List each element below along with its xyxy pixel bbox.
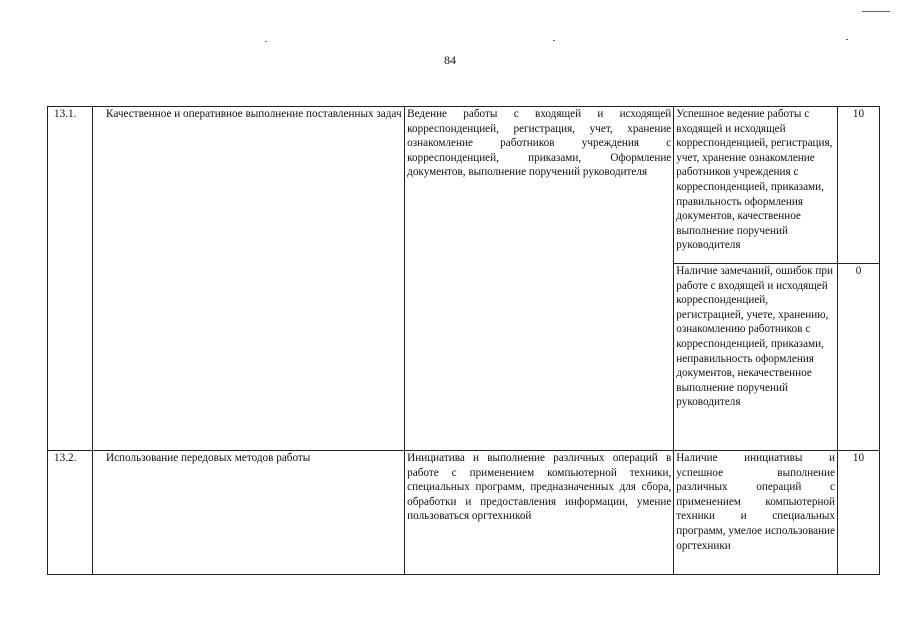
description-cell: Ведение работы с входящей и исходящей корреспонденцией, регистрация, учет, хранение ознакомление работников учреждения с корреспонденцией, приказами, Оформление документов, выполнение поручений руководителя — [405, 107, 674, 451]
description-cell: Инициатива и выполнение различных операций в работе с применением компьютерной техники, специальных программ, предназначенных для сбора, обработки и предоставления информации, умение пользоваться оргтехникой — [405, 451, 674, 575]
row-number: 13.2. — [48, 451, 93, 575]
table-row — [48, 451, 880, 575]
condition-cell: Наличие инициативы и успешное выполнение различных операций с применением компьютерной техники и специальных программ, умелое использование оргтехники — [674, 451, 838, 575]
criteria-table — [47, 106, 880, 575]
scan-mark — [553, 40, 555, 41]
condition-cell: Успешное ведение работы с входящей и исходящей корреспонденцией, регистрация, учет, хранение ознакомление работников учреждения с корреспонденцией, приказами, правильность оформления документов, качественное выполнение поручений руководителя — [674, 107, 838, 264]
page-number: 84 — [444, 53, 456, 67]
table-row — [48, 107, 880, 264]
scan-mark — [846, 39, 848, 40]
criterion-cell: Использование передовых методов работы — [93, 451, 405, 575]
row-number: 13.1. — [48, 107, 93, 451]
condition-cell: Наличие замечаний, ошибок при работе с входящей и исходящей корреспонденцией, регистрацией, учете, хранению, ознакомлению работников с корреспонденцией, приказами, неправильность оформления документов, некачественное выполнение поручений руководителя — [674, 264, 838, 451]
score-cell: 10 — [838, 451, 880, 575]
criterion-cell: Качественное и оперативное выполнение поставленных задач — [93, 107, 405, 451]
score-cell: 10 — [838, 107, 880, 264]
scan-mark — [265, 41, 267, 42]
scan-mark — [862, 11, 890, 12]
score-cell: 0 — [838, 264, 880, 451]
